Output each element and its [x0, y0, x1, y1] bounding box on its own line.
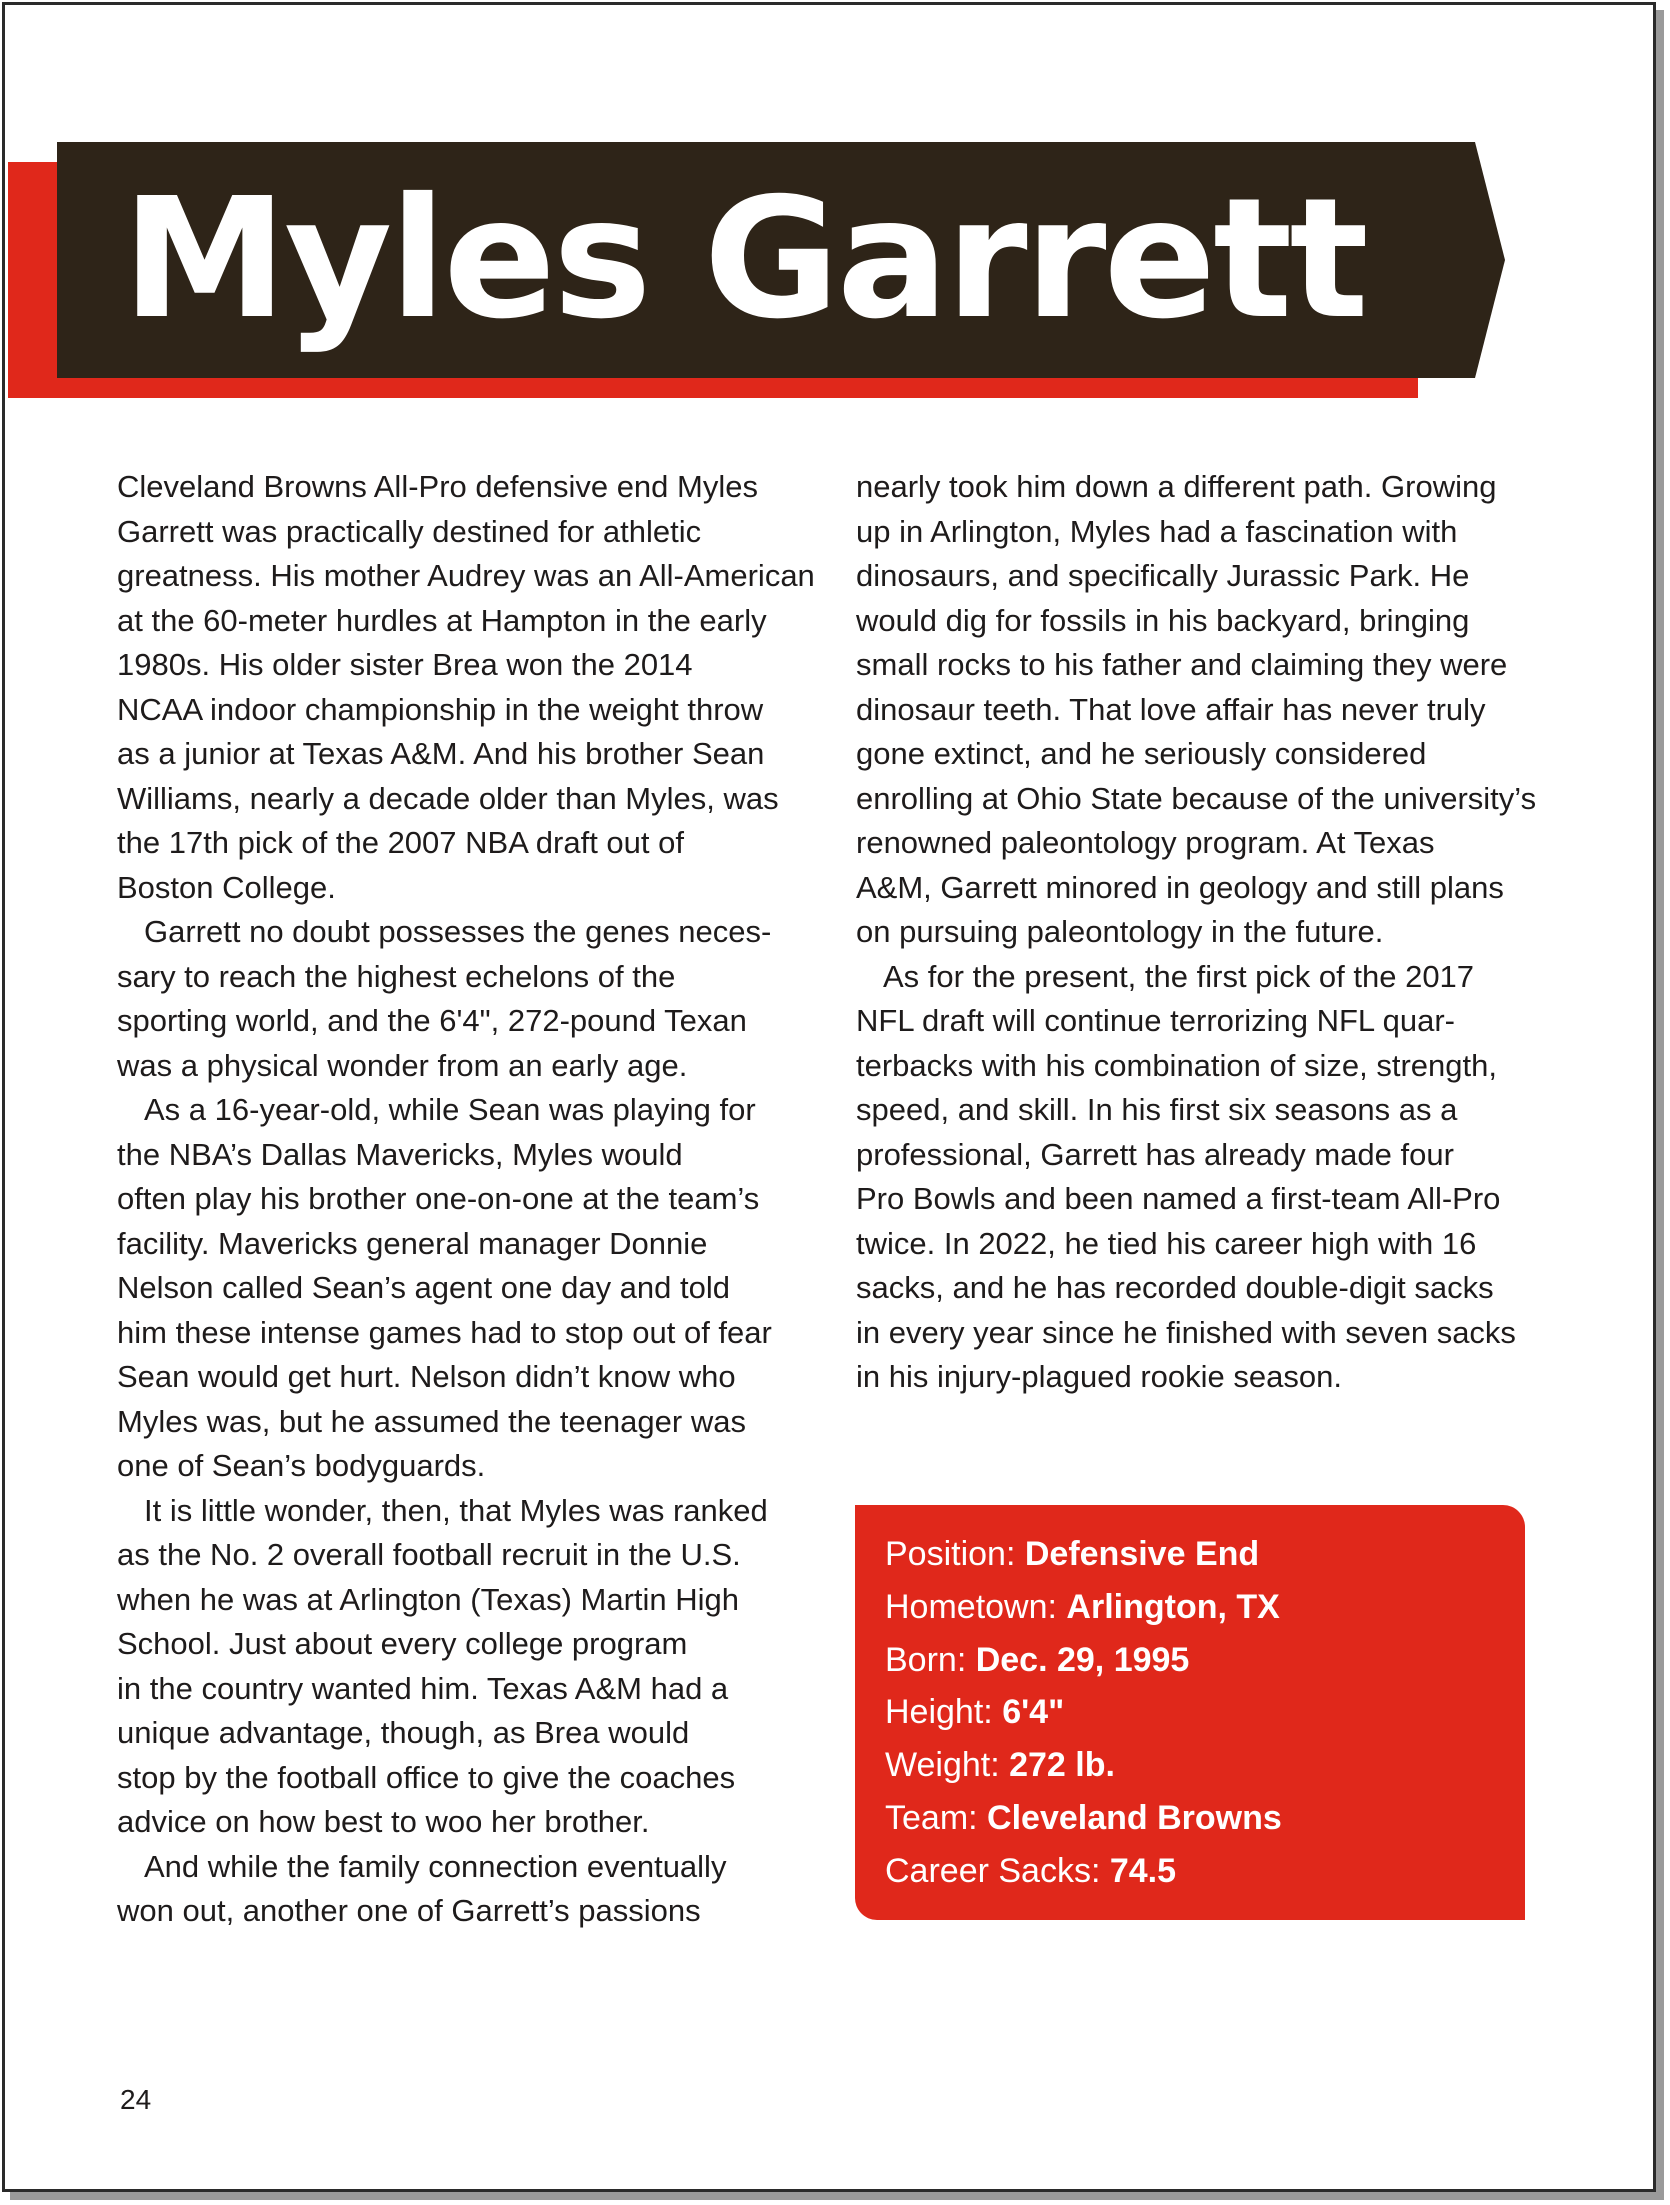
- stat-value: Dec. 29, 1995: [975, 1640, 1190, 1679]
- body-text-line: It is little wonder, then, that Myles was ranked: [144, 1492, 768, 1528]
- body-text-line: up in Arlington, Myles had a fascination with: [856, 513, 1458, 549]
- stat-value: 272 lb.: [1009, 1746, 1115, 1785]
- stat-label: Position:: [885, 1535, 1016, 1573]
- body-text-line: Myles was, but he assumed the teenager was: [117, 1403, 746, 1439]
- body-text-line: on pursuing paleontology in the future.: [856, 914, 1384, 949]
- page-title: Myles Garrett: [122, 163, 1366, 356]
- body-text-line: twice. In 2022, he tied his career high with 16: [856, 1225, 1477, 1261]
- body-text-line: Garrett no doubt possesses the genes neces-: [144, 914, 772, 949]
- stat-value: Defensive End: [1024, 1535, 1260, 1573]
- body-text-line: sacks, and he has recorded double-digit sacks: [856, 1270, 1494, 1305]
- body-text-line: won out, another one of Garrett’s passions: [117, 1893, 701, 1928]
- body-column-right: [856, 465, 1566, 1400]
- stat-label: Career Sacks:: [885, 1851, 1101, 1890]
- stat-label: Weight:: [885, 1746, 1000, 1785]
- body-text-line: NFL draft will continue terrorizing NFL quar-: [856, 1003, 1455, 1038]
- body-text-line: And while the family connection eventually: [144, 1848, 727, 1884]
- body-text-line: one of Sean’s bodyguards.: [117, 1448, 486, 1483]
- body-text-line: in every year since he finished with seven sacks: [856, 1314, 1516, 1350]
- body-text-line: small rocks to his father and claiming they were: [856, 647, 1508, 682]
- body-text-line: professional, Garrett has already made four: [856, 1136, 1454, 1172]
- body-text-line: when he was at Arlington (Texas) Martin High: [117, 1581, 740, 1617]
- stat-label: Team:: [885, 1798, 978, 1837]
- body-text-line: the 17th pick of the 2007 NBA draft out of: [117, 825, 684, 860]
- body-text-line: terbacks with his combination of size, strength,: [856, 1047, 1497, 1083]
- body-text-line: Nelson called Sean’s agent one day and told: [117, 1270, 730, 1305]
- body-text-line: was a physical wonder from an early age.: [117, 1047, 688, 1083]
- body-text-line: Pro Bowls and been named a first-team All-Pro: [856, 1181, 1501, 1216]
- body-text-line: the NBA’s Dallas Mavericks, Myles would: [117, 1136, 683, 1172]
- stat-value: Arlington, TX: [1066, 1587, 1280, 1626]
- stat-value: 74.5: [1109, 1851, 1177, 1890]
- body-text-line: enrolling at Ohio State because of the university’s: [856, 780, 1537, 816]
- body-text-line: sary to reach the highest echelons of the: [117, 958, 676, 994]
- stat-label: Height:: [885, 1693, 993, 1732]
- stat-row: [885, 1581, 1282, 1634]
- body-text-line: him these intense games had to stop out of fear: [117, 1314, 772, 1350]
- body-text-line: as a junior at Texas A&M. And his brother Sean: [117, 736, 765, 771]
- body-text-line: Williams, nearly a decade older than Myles, was: [117, 780, 779, 816]
- body-text-line: dinosaurs, and specifically Jurassic Park. He: [856, 558, 1470, 593]
- body-text-line: would dig for fossils in his backyard, bringing: [856, 602, 1470, 638]
- body-text-line: Boston College.: [117, 869, 336, 905]
- page-number: 24: [120, 2084, 152, 2115]
- stat-row: [885, 1792, 1282, 1845]
- body-text-line: stop by the football office to give the coaches: [117, 1759, 736, 1795]
- body-text-line: 1980s. His older sister Brea won the 2014: [117, 647, 693, 682]
- body-text-line: speed, and skill. In his first six seasons as a: [856, 1092, 1458, 1127]
- body-text-line: unique advantage, though, as Brea would: [117, 1715, 690, 1750]
- body-text-line: greatness. His mother Audrey was an All-American: [117, 558, 815, 593]
- stat-row: [885, 1686, 1282, 1739]
- body-text-line: gone extinct, and he seriously considered: [856, 736, 1427, 771]
- stat-row: [885, 1634, 1282, 1687]
- body-text-line: Cleveland Browns All-Pro defensive end Myles: [117, 469, 758, 504]
- body-text-line: nearly took him down a different path. Growing: [856, 469, 1497, 504]
- body-text-line: renowned paleontology program. At Texas: [856, 825, 1435, 860]
- body-text-line: Garrett was practically destined for athletic: [117, 513, 702, 549]
- player-stats-box: [855, 1505, 1525, 1920]
- body-text-line: NCAA indoor championship in the weight throw: [117, 691, 764, 727]
- body-text-line: advice on how best to woo her brother.: [117, 1804, 650, 1839]
- stat-value: 6'4": [1002, 1693, 1065, 1732]
- stat-label: Born:: [885, 1640, 967, 1679]
- body-text-line: As for the present, the first pick of the 2017: [883, 958, 1475, 994]
- stat-row: [885, 1845, 1282, 1898]
- body-column-left: [117, 465, 827, 1934]
- stat-value: Cleveland Browns: [987, 1798, 1282, 1837]
- body-text-line: often play his brother one-on-one at the team’s: [117, 1181, 760, 1216]
- body-text-line: facility. Mavericks general manager Donnie: [117, 1225, 708, 1261]
- body-text-line: As a 16-year-old, while Sean was playing for: [144, 1092, 756, 1127]
- stats-list: [885, 1528, 1282, 1898]
- body-text-line: School. Just about every college program: [117, 1626, 688, 1661]
- body-text-line: dinosaur teeth. That love affair has never truly: [856, 691, 1486, 727]
- body-text-line: at the 60-meter hurdles at Hampton in the early: [117, 602, 767, 638]
- stat-row: [885, 1739, 1282, 1792]
- body-text-line: Sean would get hurt. Nelson didn’t know who: [117, 1359, 736, 1394]
- body-text-line: in his injury-plagued rookie season.: [856, 1359, 1342, 1394]
- body-text-line: in the country wanted him. Texas A&M had a: [117, 1670, 729, 1706]
- body-text-line: as the No. 2 overall football recruit in the U.S.: [117, 1537, 741, 1572]
- body-text-line: sporting world, and the 6'4", 272-pound Texan: [117, 1003, 747, 1038]
- body-text-line: A&M, Garrett minored in geology and still plans: [856, 869, 1504, 905]
- stat-row: [885, 1528, 1282, 1581]
- stat-label: Hometown:: [885, 1587, 1057, 1626]
